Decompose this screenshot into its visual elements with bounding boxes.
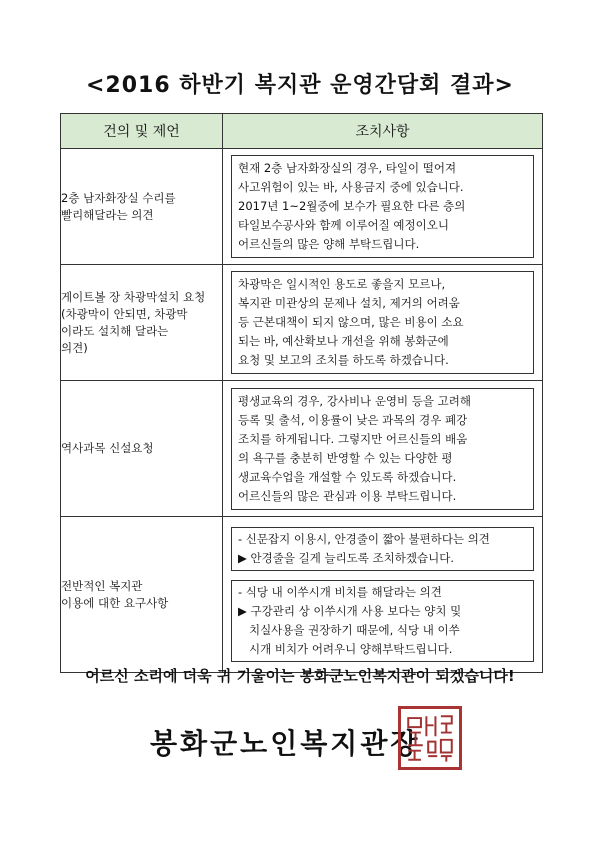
row-action [223,381,543,517]
header-actions: 조치사항 [223,114,543,149]
row-action [223,265,543,381]
action-line: 사고위험이 있는 바, 사용금지 중에 있습니다. [238,180,464,194]
action-line: 등록 및 출석, 이용률이 낮은 과목의 경우 폐강 [238,412,468,427]
suggestion-line: 전반적인 복지관 [61,578,143,593]
action-line: 2017년 1~2월중에 보수가 필요한 다른 층의 [238,199,466,213]
action-line: 복지관 미관상의 문제나 설치, 제거의 어려움 [238,296,460,310]
action-line: - 식당 내 이쑤시개 비치를 해달라는 의견 [238,585,442,599]
action-line: ▶ 안경줄을 길게 늘리도록 조치하겠습니다. [238,551,454,565]
suggestion-line: 이라도 설치해 달라는 [61,323,169,338]
official-seal-icon [398,706,462,770]
seal-graphic [401,709,459,767]
row-action [223,149,543,265]
action-line: 등 근본대책이 되지 않으며, 많은 비용이 소요 [238,315,464,329]
action-line: - 신문잡지 이용시, 안경줄이 짧아 불편하다는 의견 [238,532,490,546]
organization-name: 봉화군노인복지관장 [150,727,421,760]
action-line: 타일보수공사와 함께 이루어질 예정이오니 [238,218,449,232]
row-suggestion [61,149,223,265]
action-box [231,271,534,374]
action-box [231,155,534,258]
action-line: 현재 2층 남자화장실의 경우, 타일이 떨어져 [238,161,457,175]
suggestion-line: 역사과목 신설요청 [61,441,154,455]
action-line: 의 욕구를 충분히 반영할 수 있는 다양한 평 [238,450,453,465]
row-suggestion [61,265,223,381]
action-line: 요청 및 보고의 조치를 하도록 하겠습니다. [238,353,449,367]
action-line: 어르신들의 많은 양해 부탁드립니다. [238,237,420,251]
table-row [61,517,543,673]
row-suggestion [61,517,223,673]
document-title: <2016 하반기 복지관 운영간담회 결과> [85,73,514,98]
table-row [61,265,543,381]
suggestion-line: 이용에 대한 요구사항 [61,595,169,610]
table-row [61,149,543,265]
action-line: 조치를 하게됩니다. 그렇지만 어르신들의 배움 [238,431,468,446]
table-header-row [61,114,543,149]
action-line: ▶ 구강관리 상 이쑤시개 사용 보다는 양치 및 [238,604,462,618]
table-row [61,381,543,517]
suggestion-line: 2층 남자화장실 수리를 [61,190,176,205]
action-line: 시개 비치가 어려우니 양해부탁드립니다. [238,642,453,656]
action-line: 차광막은 일시적인 용도로 좋을지 모르나, [238,277,446,291]
action-line: 되는 바, 예산확보나 개선을 위해 봉화군에 [238,334,449,348]
suggestion-line: 빨리해달라는 의견 [61,207,154,222]
suggestion-line: (차광막이 안되면, 차광막 [61,306,188,321]
closing-message: 어르신 소리에 더욱 귀 기울이는 봉화군노인복지관이 되겠습니다! [85,667,515,685]
action-box [231,527,534,571]
suggestion-line: 게이트볼 장 차광막설치 요청 [61,289,206,304]
action-line: 치실사용을 권장하기 때문에, 식당 내 이쑤 [238,623,460,637]
action-box [231,388,534,510]
action-box [231,580,534,662]
row-action [223,517,543,673]
action-line: 어르신들의 많은 관심과 이용 부탁드립니다. [238,488,457,503]
header-suggestions: 건의 및 제언 [61,114,223,149]
action-line: 평생교육의 경우, 강사비나 운영비 등을 고려해 [238,393,472,408]
action-line: 생교육수업을 개설할 수 있도록 하겠습니다. [238,469,457,484]
results-table [60,113,543,673]
suggestion-line: 의견) [61,340,88,355]
row-suggestion [61,381,223,517]
